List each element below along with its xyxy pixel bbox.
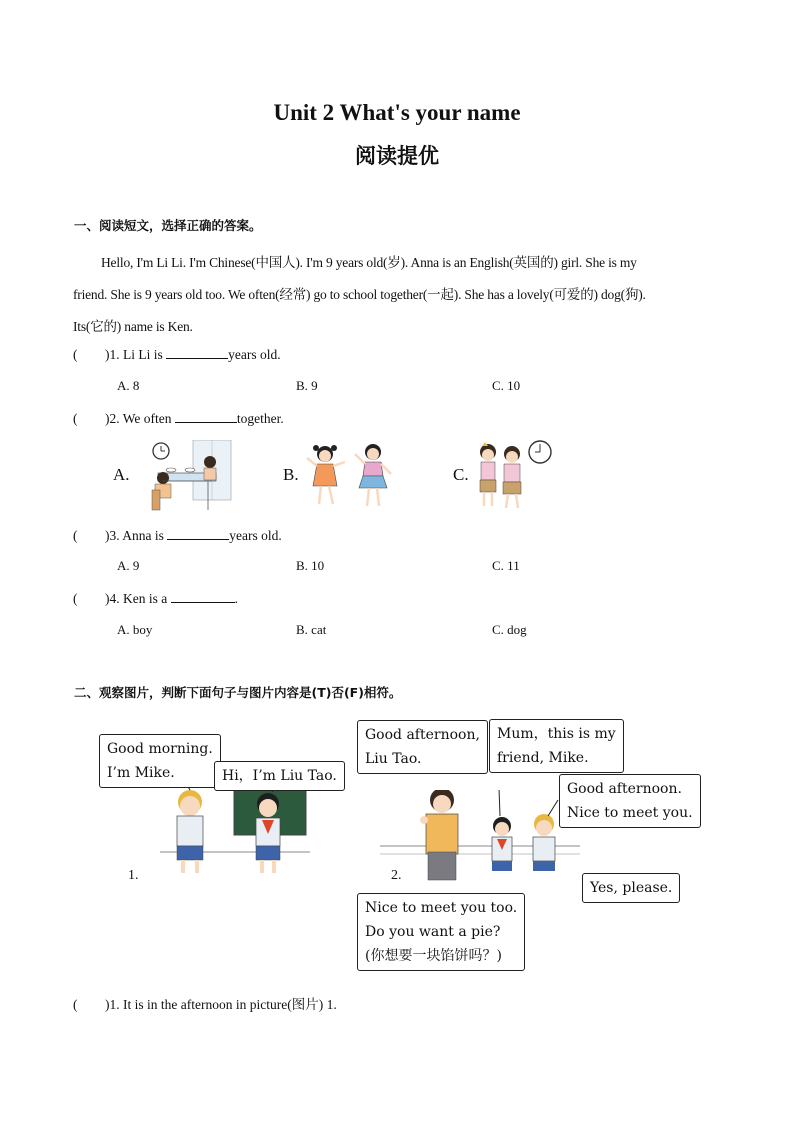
- option-c[interactable]: C. 11: [492, 558, 520, 573]
- passage-line-1: Hello, I'm Li Li. I'm Chinese(中国人). I'm 9 years old(岁). Anna is an English(英国的) girl. She is my: [101, 255, 637, 270]
- picture-2-label: 2.: [391, 868, 402, 883]
- picture-2-scene: [380, 790, 580, 890]
- bubble-mike-picture-1: Good morning. I’m Mike.: [99, 734, 221, 788]
- option-c[interactable]: C. 10: [492, 378, 521, 393]
- question-2: ( )2. We often together.: [73, 411, 284, 426]
- passage-line-3: Its(它的) name is Ken.: [73, 319, 193, 334]
- bubble-mum-reply: Nice to meet you too. Do you want a pie? (你想要一块馅饼吗？): [357, 893, 525, 971]
- answer-blank[interactable]: [167, 527, 229, 540]
- picture-option-a-label[interactable]: A.: [113, 465, 130, 484]
- passage-line-2: friend. She is 9 years old too. We often(经常) go to school together(一起). She has a lovely(可爱的) dog(狗).: [73, 287, 646, 302]
- bubble-yes-please: Yes, please.: [582, 873, 680, 903]
- option-b[interactable]: B. cat: [296, 622, 327, 637]
- bubble-mum-picture-2: Good afternoon, Liu Tao.: [357, 720, 488, 774]
- bubble-mike-picture-2: Good afternoon. Nice to meet you.: [559, 774, 701, 828]
- option-a[interactable]: A. 9: [117, 558, 140, 573]
- option-a[interactable]: A. 8: [117, 378, 140, 393]
- answer-paren[interactable]: (: [73, 347, 78, 362]
- picture-option-b-label[interactable]: B.: [283, 465, 299, 484]
- picture-a-eating-together[interactable]: [138, 440, 233, 512]
- page-subtitle: 阅读提优: [355, 144, 439, 168]
- answer-blank[interactable]: [166, 346, 228, 359]
- bubble-liutao-picture-2: Mum，this is my friend, Mike.: [489, 719, 624, 773]
- picture-b-girls-playing[interactable]: [305, 440, 400, 512]
- picture-option-c-label[interactable]: C.: [453, 465, 469, 484]
- section-2-heading: 二、观察图片，判断下面句子与图片内容是(T)否(F)相符。: [74, 685, 402, 700]
- answer-paren[interactable]: (: [73, 411, 78, 426]
- section-1-heading: 一、阅读短文，选择正确的答案。: [74, 218, 262, 233]
- picture-1-scene: [160, 780, 310, 875]
- question-4: ( )4. Ken is a .: [73, 591, 238, 606]
- picture-c-going-to-school[interactable]: [472, 438, 557, 512]
- answer-blank[interactable]: [171, 590, 235, 603]
- answer-paren[interactable]: (: [73, 528, 78, 543]
- answer-blank[interactable]: [175, 410, 237, 423]
- option-b[interactable]: B. 10: [296, 558, 325, 573]
- question-3: ( )3. Anna is years old.: [73, 528, 282, 543]
- bubble-liutao-picture-1: Hi，I’m Liu Tao.: [214, 761, 345, 791]
- answer-paren[interactable]: (: [73, 591, 78, 606]
- page-title: Unit 2 What's your name: [273, 100, 521, 125]
- option-c[interactable]: C. dog: [492, 622, 527, 637]
- question-1: ( )1. Li Li is years old.: [73, 347, 281, 362]
- option-b[interactable]: B. 9: [296, 378, 318, 393]
- option-a[interactable]: A. boy: [117, 622, 153, 637]
- tf-question-1: ( )1. It is in the afternoon in picture(图片) 1.: [73, 997, 337, 1012]
- picture-1-label: 1.: [128, 868, 139, 883]
- answer-paren[interactable]: (: [73, 997, 78, 1012]
